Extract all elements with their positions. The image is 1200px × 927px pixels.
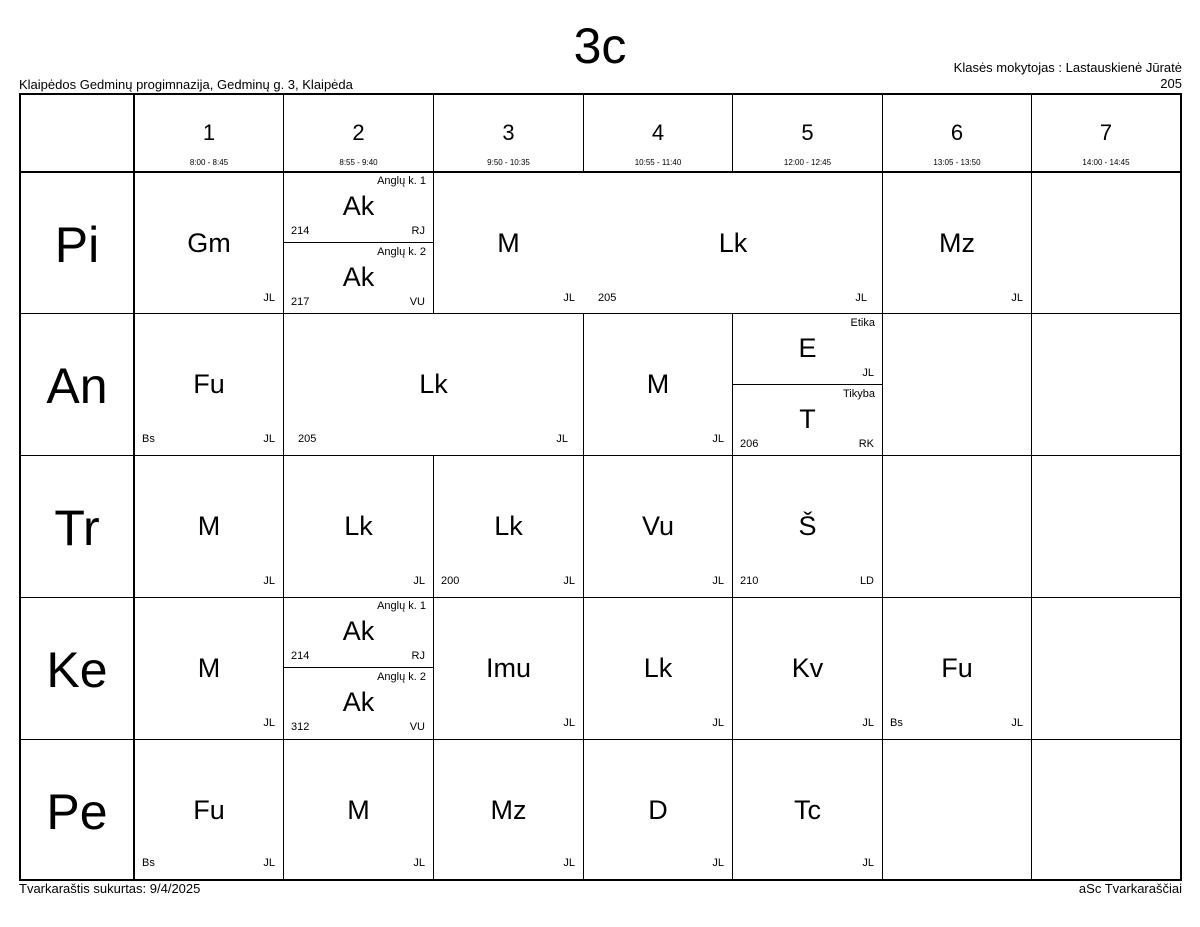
period-number: 2 xyxy=(352,120,365,145)
lesson-cell xyxy=(135,598,283,739)
software-credit: aSc Tvarkaraščiai xyxy=(1078,881,1182,896)
lesson-subject: T xyxy=(799,404,816,434)
lesson-teacher: JL xyxy=(712,717,724,729)
day-label-pi xyxy=(21,173,133,313)
lesson-cell-double xyxy=(584,173,882,313)
lesson-subject: M xyxy=(347,795,370,825)
lesson-cell xyxy=(733,456,882,597)
day-name: An xyxy=(46,358,108,414)
lesson-cell xyxy=(434,598,583,739)
lesson-cell xyxy=(434,173,583,313)
period-number: 4 xyxy=(651,120,665,145)
period-header-1 xyxy=(135,95,283,171)
lesson-teacher: JL xyxy=(563,857,575,869)
lesson-teacher: JL xyxy=(862,857,874,869)
period-header-6 xyxy=(883,95,1031,171)
lesson-group: Anglų k. 1 xyxy=(377,600,426,612)
lesson-cell xyxy=(883,598,1031,739)
lesson-cell xyxy=(434,740,583,879)
lesson-group: Anglų k. 2 xyxy=(377,246,426,258)
day-name: Pe xyxy=(46,784,108,840)
lesson-subject: M xyxy=(197,511,221,541)
lesson-subject: Kv xyxy=(791,653,824,683)
lesson-room: Bs xyxy=(142,433,155,445)
cell-divider xyxy=(882,456,883,597)
lesson-subject: Fu xyxy=(193,795,225,825)
lesson-room: 205 xyxy=(298,433,317,445)
period-header-3 xyxy=(434,95,583,171)
period-number: 5 xyxy=(801,120,814,145)
lesson-teacher: JL xyxy=(263,717,275,729)
created-date: Tvarkaraštis sukurtas: 9/4/2025 xyxy=(19,881,201,896)
lesson-cell xyxy=(284,456,433,597)
lesson-teacher: JL xyxy=(862,717,874,729)
cell-divider xyxy=(1031,598,1032,739)
cell-divider xyxy=(882,740,883,879)
lesson-cell-double xyxy=(284,314,583,455)
cell-divider xyxy=(1031,456,1032,597)
period-time: 13:05 - 13:50 xyxy=(933,158,981,167)
lesson-teacher: RJ xyxy=(411,650,425,662)
cell-divider xyxy=(1031,314,1032,455)
lesson-teacher: JL xyxy=(712,433,724,445)
day-name: Pi xyxy=(54,217,100,273)
period-number: 6 xyxy=(950,120,964,145)
lesson-cell xyxy=(733,598,882,739)
lesson-cell xyxy=(584,740,732,879)
lesson-subject: Š xyxy=(798,511,817,541)
lesson-cell xyxy=(584,314,732,455)
lesson-teacher: LD xyxy=(859,575,874,587)
lesson-subject: Tc xyxy=(794,795,821,825)
lesson-subject: D xyxy=(648,795,668,825)
lesson-cell xyxy=(883,173,1031,313)
lesson-subject: Lk xyxy=(419,369,448,399)
lesson-subject: E xyxy=(798,333,817,363)
lesson-teacher: JL xyxy=(712,857,724,869)
lesson-subject: M xyxy=(646,369,670,399)
day-label-an xyxy=(21,314,133,455)
lesson-cell-split xyxy=(733,314,882,455)
day-label-pe xyxy=(21,740,133,879)
school-name: Klaipėdos Gedminų progimnazija, Gedminų g. 3, Klaipėda xyxy=(19,77,353,92)
lesson-cell xyxy=(135,740,283,879)
group-divider xyxy=(284,667,433,668)
period-number: 7 xyxy=(1099,120,1113,145)
lesson-subject: Ak xyxy=(342,616,375,646)
homeroom-teacher: Klasės mokytojas : Lastauskienė Jūratė xyxy=(953,60,1182,75)
class-title: 3c xyxy=(573,18,627,74)
lesson-room: 200 xyxy=(441,575,460,587)
period-number: 1 xyxy=(202,120,216,145)
lesson-subject: Lk xyxy=(643,653,673,683)
lesson-teacher: JL xyxy=(1011,717,1023,729)
lesson-subject: M xyxy=(497,228,520,258)
lesson-subject: Fu xyxy=(941,653,973,683)
lesson-room: 210 xyxy=(740,575,759,587)
lesson-teacher: JL xyxy=(556,433,568,445)
lesson-teacher: RK xyxy=(858,438,874,450)
lesson-subject: Mz xyxy=(939,228,975,258)
period-time: 10:55 - 11:40 xyxy=(634,158,682,167)
lesson-teacher: VU xyxy=(409,296,425,308)
lesson-teacher: JL xyxy=(413,575,425,587)
lesson-room: 312 xyxy=(291,721,310,733)
period-header-4 xyxy=(584,95,732,171)
lesson-cell xyxy=(135,314,283,455)
lesson-cell xyxy=(135,173,283,313)
lesson-subject: Ak xyxy=(342,262,375,292)
cell-divider xyxy=(1031,173,1032,313)
lesson-room: Bs xyxy=(890,717,903,729)
lesson-cell-split xyxy=(284,173,433,313)
lesson-teacher: RJ xyxy=(411,225,425,237)
lesson-room: 217 xyxy=(291,296,310,308)
lesson-teacher: JL xyxy=(563,717,575,729)
lesson-teacher: JL xyxy=(563,292,575,304)
period-header-2 xyxy=(284,95,433,171)
period-time: 8:00 - 8:45 xyxy=(189,158,229,167)
lesson-teacher: JL xyxy=(263,575,275,587)
lesson-cell xyxy=(434,456,583,597)
timetable-grid xyxy=(19,93,1182,881)
lesson-group: Anglų k. 1 xyxy=(377,175,426,187)
lesson-teacher: VU xyxy=(409,721,425,733)
lesson-teacher: JL xyxy=(263,857,275,869)
group-divider xyxy=(284,242,433,243)
lesson-subject: Mz xyxy=(490,795,527,825)
day-label-tr xyxy=(21,456,133,597)
lesson-room: 214 xyxy=(291,225,310,237)
day-label-ke xyxy=(21,598,133,739)
lesson-teacher: JL xyxy=(1011,292,1023,304)
lesson-cell xyxy=(584,456,732,597)
lesson-group: Tikyba xyxy=(843,388,875,400)
lesson-teacher: JL xyxy=(862,367,874,379)
period-time: 8:55 - 9:40 xyxy=(339,158,378,167)
homeroom-room: 205 xyxy=(1160,76,1182,91)
lesson-subject: Ak xyxy=(342,687,375,717)
cell-divider xyxy=(1031,740,1032,879)
lesson-room: 205 xyxy=(598,292,617,304)
lesson-subject: Ak xyxy=(342,191,375,221)
lesson-teacher: JL xyxy=(712,575,724,587)
lesson-cell xyxy=(284,740,433,879)
period-time: 14:00 - 14:45 xyxy=(1082,158,1130,167)
lesson-cell xyxy=(135,456,283,597)
lesson-teacher: JL xyxy=(263,433,275,445)
lesson-subject: Fu xyxy=(193,369,225,399)
lesson-cell-split xyxy=(284,598,433,739)
lesson-teacher: JL xyxy=(855,292,867,304)
cell-divider xyxy=(882,314,883,455)
lesson-teacher: JL xyxy=(563,575,575,587)
day-name: Tr xyxy=(54,500,100,556)
lesson-teacher: JL xyxy=(263,292,275,304)
lesson-subject: Lk xyxy=(494,511,523,541)
lesson-cell xyxy=(733,740,882,879)
period-header-7 xyxy=(1032,95,1180,171)
lesson-room: Bs xyxy=(142,857,155,869)
period-time: 12:00 - 12:45 xyxy=(783,158,832,167)
group-divider xyxy=(733,384,882,385)
lesson-room: 206 xyxy=(740,438,759,450)
lesson-subject: Lk xyxy=(718,228,748,258)
lesson-subject: Lk xyxy=(344,511,373,541)
day-name: Ke xyxy=(46,642,108,698)
lesson-room: 214 xyxy=(291,650,310,662)
lesson-group: Etika xyxy=(850,317,875,329)
period-number: 3 xyxy=(502,120,515,145)
period-header-5 xyxy=(733,95,882,171)
lesson-subject: M xyxy=(197,653,221,683)
period-time: 9:50 - 10:35 xyxy=(487,158,530,167)
lesson-group: Anglų k. 2 xyxy=(377,671,426,683)
lesson-teacher: JL xyxy=(413,857,425,869)
lesson-subject: Imu xyxy=(485,653,531,683)
lesson-cell xyxy=(584,598,732,739)
lesson-subject: Vu xyxy=(641,511,675,541)
lesson-subject: Gm xyxy=(187,228,231,258)
grid-border-right xyxy=(1180,93,1182,881)
